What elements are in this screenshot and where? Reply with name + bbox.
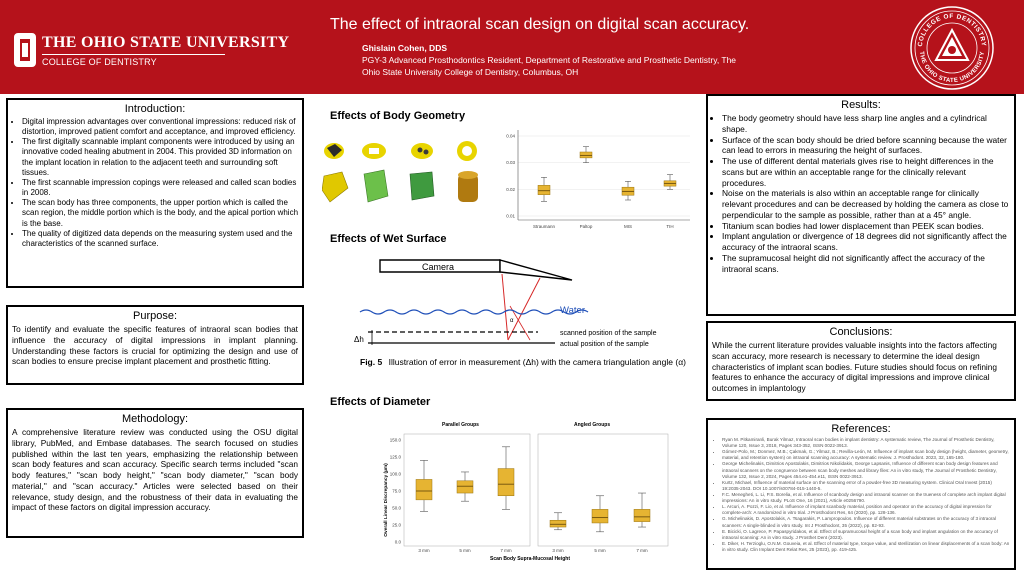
body-geometry-heading: Effects of Body Geometry [330, 110, 466, 122]
scan-body-top-view [411, 143, 433, 159]
poster-header [0, 0, 1024, 94]
reference-item: • E. Bicicki, O. Lagrece, P. Papaspyridakos, et al. Effect of supramucosal height of a scan body and implant angulation on the accuracy of intraoral scanning: An in vitro study. J Prosthet Dent (2023). [722, 529, 1010, 541]
y-tick-label: 0.04 [506, 133, 515, 139]
introduction-heading: Introduction: [124, 103, 186, 115]
results-heading: Results: [841, 99, 881, 111]
box [538, 185, 550, 194]
body-geometry-boxplot [498, 124, 694, 234]
diameter-heading: Effects of Diameter [330, 396, 431, 408]
y-tick-label: 50.0 [392, 505, 401, 511]
scan-body-top-view [324, 143, 344, 159]
methodology-heading: Methodology: [121, 413, 189, 425]
x-tick-label: TIH [666, 224, 674, 229]
x-tick-label: Paltop [579, 224, 593, 229]
block-o-icon [14, 33, 36, 67]
x-tick-labels [533, 224, 674, 229]
wet-surface-diagram [350, 250, 706, 390]
reference-item: • Kurtz, Michael, Influence of material surface on the scanning error of a powder-free 3D measuring system. Clinical Oral Invest (2015) 19:2035-2043. DOI 10.1007/s00784-015-1440-5. [722, 480, 1010, 492]
conclusions-panel [706, 321, 1016, 401]
college-seal-icon [910, 6, 994, 90]
scan-body-side-view [322, 172, 348, 202]
y-tick-label: 0.02 [506, 186, 515, 192]
methodology-text: A comprehensive literature review was conducted using the OSU digital library, PubMed, and Embase databases. The search focused on studies published within the last ten years, emphasizing the relationship between scan body features and scan accuracy. Specific search terms included "scan body features," "scan body height," "scan body diameter," "scan body material," and "scan accuracy." Articles were selected based on their relevance, study design, and the robustness of their data in evaluating the impact of these factors on digital impression accuracy. [12, 427, 298, 513]
logo-divider [42, 54, 225, 55]
diameter-boxplot [380, 414, 690, 566]
x-axis-label: Scan Body Supra-Mucosal Height [489, 556, 571, 562]
y-tick-label: 0.0 [394, 539, 401, 545]
x-tick-label: 7 mm [636, 548, 648, 553]
university-name: THE OHIO STATE UNIVERSITY [42, 34, 290, 51]
scan-body-side-view [364, 170, 388, 202]
list-item: • The body geometry should have less sharp line angles and a cylindrical shape. [722, 113, 1010, 135]
x-tick-label: 3 mm [552, 548, 564, 553]
reference-item: • E. Diker, H. Terzioglu, O.N.M. Gouveia, et al. Effect of material type, torque value, and sterilization on linear displacements of a scan body: An in vitro study. Clin Implant Dent Relat Res, 25 (2023), pp. 419-425. [722, 541, 1010, 553]
list-item: • Surface of the scan body should be dried before scanning because the water can lead to errors in measuring the height of surfaces. [722, 135, 1010, 157]
x-tick-label: MIS [623, 224, 633, 229]
list-item: • The supramucosal height did not significantly affect the accuracy of the intraoral scans. [722, 253, 1010, 275]
list-item: • The use of different dental materials gives rise to height differences in the scans but are within an acceptable range for the clinically relevant procedures. [722, 156, 1010, 188]
y-tick-label: 125.0 [389, 454, 401, 460]
results-list [712, 113, 1010, 274]
y-tick-label: 150.0 [389, 437, 401, 443]
x-tick-label: 3 mm [418, 548, 430, 553]
box [580, 152, 592, 158]
y-tick-label: 0.03 [506, 160, 515, 166]
list-item: • Digital impression advantages over conventional impressions: reduced risk of distortion, improved patient comfort and acceptance, and improved efficiency. [22, 117, 298, 137]
box [550, 520, 566, 527]
y-tick-labels [390, 438, 402, 545]
box [457, 481, 473, 493]
reference-item: • G. Michelinakis, D. Apostolakis, A. Tsagarakis, P. Lampropoulos. Influence of different material substrates on the accuracy of 3 intraoral scanners: A single-blinded in vitro study. Int J Prosthodont, 35 (2022), pp. 82-93. [722, 516, 1010, 528]
panel-title-angled: Angled Groups [574, 422, 611, 428]
list-item: • Noise on the materials is also within an acceptable range for clinically relevant procedures and can be decreased by holding the camera as close to perpendicular to the sample as possible, rather than at a 45° angle. [722, 188, 1010, 220]
box [592, 509, 608, 523]
list-item: • The first scannable impression copings were released and called scan bodies in 2008. [22, 178, 298, 198]
y-tick-label: 75.0 [392, 488, 401, 494]
y-tick-label: 25.0 [392, 522, 401, 528]
box [498, 469, 514, 496]
camera-ray-right [508, 278, 540, 340]
reference-item: • George Michelinakis, Dimitrios Apostolakis, Dimitrios Nikolidakis, George Lapsanis, Influence of different scan body design features and intraoral scanners on the congruence between scan body meshes and library files: An in vitro study, The Journal of Prosthetic Dentistry, Volume 132, Issue 2, 2024, Pages 454.e1-454.e11, ISSN 0022-3913. [722, 461, 1010, 479]
college-name: COLLEGE OF DENTISTRY [42, 57, 157, 67]
reference-item: • L. Arcuri, A. Pozzi, F. Lio, et al. Influence of implant scanbody material, position and operator on the accuracy of digital impression for complete-arch: A randomized in vitro trial. J Prosthodont Res, 64 (2020), pp. 128-136. [722, 504, 1010, 516]
purpose-text: To identify and evaluate the specific features of intraoral scan bodies that influence the accuracy of digital impressions in implant planning. Understanding these factors is crucial for optimizing the design and use of scan bodies to ensure precise implant placement and prosthetic fitting. [12, 324, 298, 367]
author-affiliation: PGY-3 Advanced Prosthodontics Resident, Department of Restorative and Prosthetic Dentistry, The Ohio State University College of Dentistry, Columbus, OH [362, 55, 737, 77]
figure-number: Fig. 5 [360, 357, 383, 367]
list-item: • The first digitally scannable implant components were introduced by using an innovative coded healing abutment in 2004. This provided 3D information on the implant location in relation to the adjacent teeth and surrounding soft tissues. [22, 137, 298, 178]
alpha-label: α [510, 318, 514, 324]
reference-item: • F.C. Menegheti, L. Li, P.S. Borelia, et al. Influence of scanbody design and intraoral scanner on the trueness of complete arch implant digital impressions: An in vitro study. PLoS One, 16 (2021), Article e0256790. [722, 492, 1010, 504]
poster-title: The effect of intraoral scan design on digital scan accuracy. [330, 16, 750, 33]
camera-ray-left [502, 274, 508, 340]
box [634, 509, 650, 521]
introduction-list [12, 117, 298, 249]
reference-item: • Ryan M. Pitkamiranli, Burak Yilmaz, Intraoral scan bodies in implant dentistry: A systematic review, The Journal of Prosthetic Dentistry, Volume 120, Issue 3, 2018, Pages 343-352, ISSN 0022-3913. [722, 437, 1010, 449]
y-tick-label: 0.01 [506, 213, 515, 219]
list-item: • Titanium scan bodies had lower displacement than PEEK scan bodies. [722, 221, 1010, 232]
y-tick-label: 100.0 [389, 471, 401, 477]
scan-body-side-view [410, 172, 434, 200]
references-panel [706, 418, 1016, 570]
scan-body-side-view [458, 171, 478, 202]
references-heading: References: [831, 423, 891, 435]
scanned-position-label: scanned position of the sample [560, 330, 657, 337]
conclusions-text: While the current literature provides valuable insights into the factors affecting scan accuracy, more research is necessary to determine the ideal design characteristics of implant scan bodies. Future studies should focus on refining features to enhance the accuracy of digital impressions and improve clinical outcomes in implantology [712, 340, 998, 394]
x-tick-label: 7 mm [500, 548, 512, 553]
x-tick-label: 5 mm [459, 548, 471, 553]
purpose-heading: Purpose: [132, 310, 178, 322]
wet-surface-heading: Effects of Wet Surface [330, 233, 447, 245]
reference-item: • Gómez-Polo, M.; Donmez, M.B.; Çakmak, G.; Yilmaz, B.; Revilla-León, M. Influence of implant scan body design (height, diameter, geometry, material, and retention system) on intraoral scanning accuracy: A systematic review. J. Prosthodont. 2023, 32, 165-180. [722, 449, 1010, 461]
actual-position-label: actual position of the sample [560, 341, 649, 348]
list-item: • The quality of digitized data depends on the measuring system used and the characteristics of the scanned surface. [22, 229, 298, 249]
x-tick-label: 5 mm [594, 548, 606, 553]
x-tick-label: Straumann [532, 224, 556, 229]
conclusions-heading: Conclusions: [829, 326, 893, 338]
box [416, 479, 432, 499]
scan-body-shapes-image [322, 138, 492, 208]
scan-body-top-view [457, 141, 477, 161]
camera-tip [500, 260, 572, 280]
seal-bottom-text: THE OHIO STATE UNIVERSITY [917, 51, 987, 85]
y-tick-labels [506, 134, 515, 219]
seal-top-text: COLLEGE OF DENTISTRY [916, 12, 988, 47]
panel-title-parallel: Parallel Groups [442, 422, 479, 428]
list-item: • Implant angulation or divergence of 18 degrees did not significantly affect the accuracy of the intraoral scans. [722, 231, 1010, 253]
purpose-panel [6, 305, 304, 385]
methodology-panel [6, 408, 304, 538]
references-list [712, 437, 1010, 553]
camera-label: Camera [422, 262, 455, 272]
chart-boxes [538, 147, 676, 202]
introduction-panel [6, 98, 304, 288]
figure-caption [360, 357, 686, 367]
y-axis-label: Overall Linear Discrepancy (µm) [384, 463, 389, 537]
scan-body-top-view [362, 143, 386, 159]
results-panel [706, 94, 1016, 316]
plot-frame-angled [538, 434, 668, 546]
author-name: Ghislain Cohen, DDS [362, 43, 448, 53]
water-surface-line [360, 310, 588, 314]
x-tick-labels [418, 548, 648, 553]
chart-gridlines [518, 136, 690, 216]
water-label: Water [560, 305, 585, 316]
figure-caption-text: Illustration of error in measurement (Δh) with the camera triangulation angle (α) [388, 357, 686, 367]
delta-h-label: Δh [354, 335, 364, 344]
list-item: • The scan body has three components, the upper portion which is called the scan region, the middle portion which is the body, and the apical portion which is the base. [22, 198, 298, 228]
